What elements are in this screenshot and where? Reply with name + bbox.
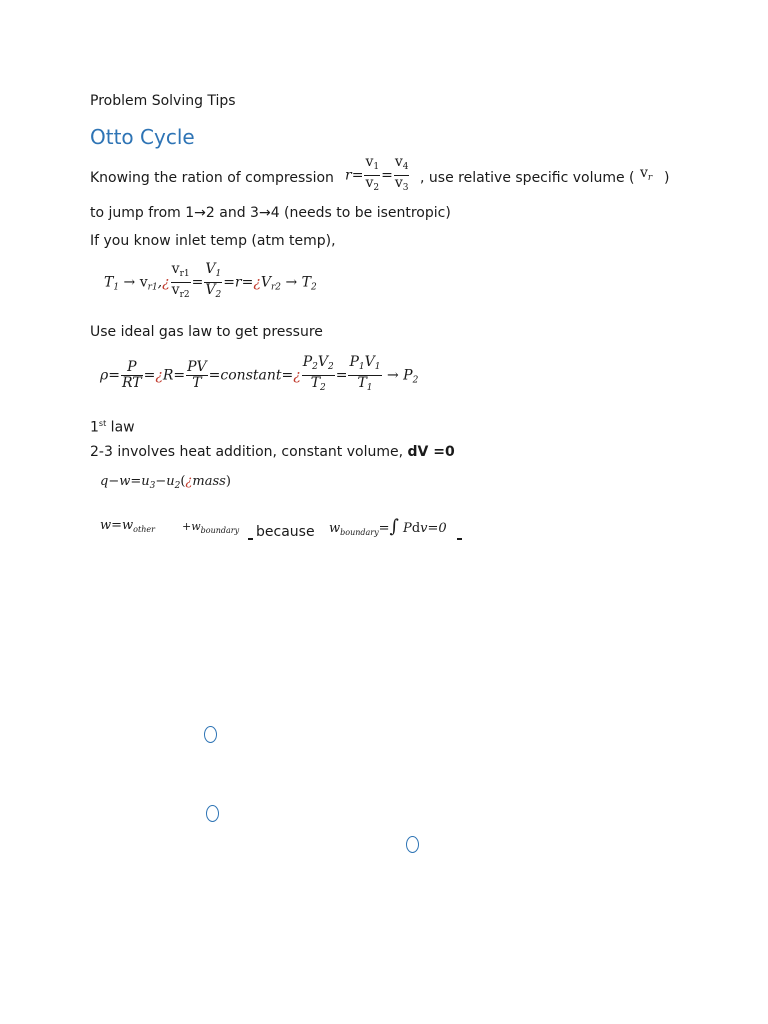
heat-addition-bold: dV =0 xyxy=(407,444,455,460)
first-law-superscript: st xyxy=(98,419,107,428)
placeholder-char: ¿ xyxy=(293,367,301,384)
separator-mark xyxy=(248,538,253,540)
fraction-P1V1-T1: $\frac{P_1V_1}{T_1}$ xyxy=(349,354,381,393)
close-paren: ) xyxy=(664,170,670,186)
symbol-vr: $v_r$ xyxy=(640,165,653,183)
placeholder-char: ¿ xyxy=(185,474,193,489)
relative-volume-text: , use relative specific volume ( xyxy=(420,170,635,186)
work-equation: $w=w_{other}$ xyxy=(100,518,155,534)
circle-mark xyxy=(406,836,419,853)
circle-mark xyxy=(206,805,219,822)
first-law-word: law xyxy=(106,419,135,436)
jump-text: to jump from 1→2 and 3→4 (needs to be isentropic) xyxy=(90,205,451,221)
fraction-P-RT: $\frac{P}{RT}$ xyxy=(121,359,142,391)
separator-mark xyxy=(457,538,462,540)
work-boundary-term: $+w_{boundary}$ xyxy=(182,520,240,535)
boundary-work-integral: $w_{boundary}=\int$ Pdv=0 xyxy=(329,516,447,537)
header-label: Problem Solving Tips xyxy=(90,93,236,109)
first-law-text xyxy=(90,415,135,437)
placeholder-char: ¿ xyxy=(162,274,170,291)
placeholder-char: ¿ xyxy=(155,367,163,384)
fraction-V1-V2: $\frac{V_1}{V_2}$ xyxy=(205,261,222,300)
temperature-equation: $T_1$ → $v_{r1},¿$ $\frac{v_{r1}}{v_{r2}}$ = $\frac{V_1}{V_2}$ $=r=¿V_{r2} \to T_2$ xyxy=(104,262,317,303)
inlet-text: If you know inlet temp (atm temp), xyxy=(90,233,336,249)
fraction-v4-v3: $\frac{v_4}{v_3}$ xyxy=(394,154,409,193)
energy-balance-equation: $q-w=u_3-u_2(¿mass)$ xyxy=(100,474,231,491)
fraction-vr1-vr2: $\frac{v_{r1}}{v_{r2}}$ xyxy=(171,261,190,300)
circle-mark xyxy=(204,726,217,743)
heat-addition-plain: 2-3 involves heat addition, constant volume, xyxy=(90,444,408,460)
fraction-v1-v2: $\frac{v_1}{v_2}$ xyxy=(365,154,380,193)
heat-addition-text xyxy=(90,443,455,461)
first-law-number: 1 xyxy=(90,419,99,436)
fraction-P2V2-T2: $\frac{P_2V_2}{T_2}$ xyxy=(302,354,334,393)
placeholder-char: ¿ xyxy=(253,274,261,291)
ideal-gas-equation: ρ= $\frac{P}{RT}$ =¿R= $\frac{PV}{T}$ =constant=¿ $\frac{P_2V_2}{T_2}$ = $\frac{P_1V_1}{T_1}$ → $P_2$ xyxy=(100,355,418,396)
compression-ratio-equation: r= $\frac{v_1}{v_2}$ = $\frac{v_4}{v_3}$ xyxy=(345,155,410,196)
because-text: because xyxy=(256,524,315,540)
ideal-gas-text: Use ideal gas law to get pressure xyxy=(90,324,323,340)
page-title: Otto Cycle xyxy=(90,125,195,149)
compression-text: Knowing the ration of compression xyxy=(90,170,334,186)
fraction-PV-T: $\frac{PV}{T}$ xyxy=(187,359,207,391)
